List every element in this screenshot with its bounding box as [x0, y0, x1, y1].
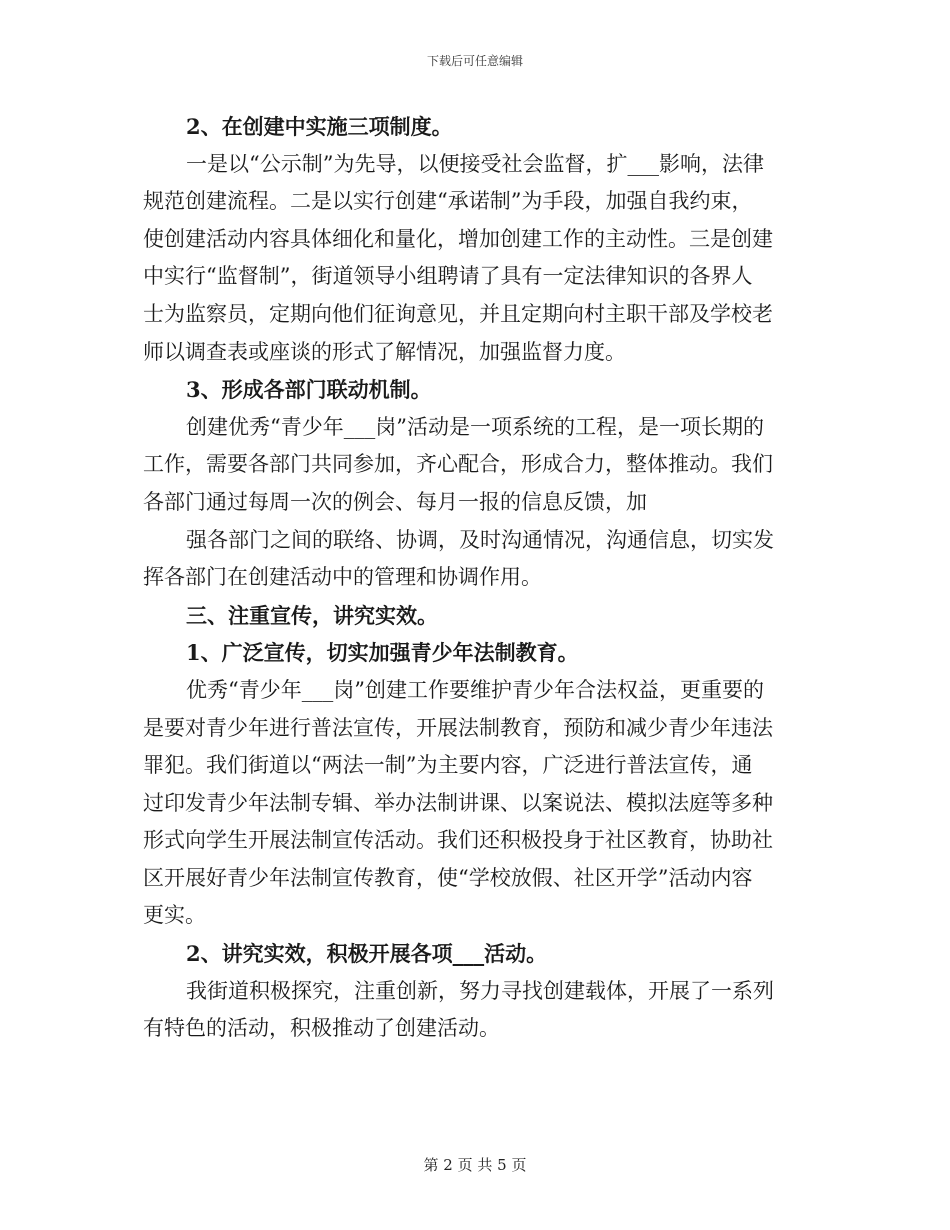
section-heading: 1、广泛宣传，切实加强青少年法制教育。	[186, 640, 579, 666]
paragraph-line: 工作，需要各部门共同参加，齐心配合，形成合力，整体推动。我们	[143, 452, 773, 477]
paragraph-line: 是要对青少年进行普法宣传，开展法制教育，预防和减少青少年违法	[143, 715, 773, 740]
paragraph-line: 一是以“公示制”为先导，以便接受社会监督，扩___影响，法律	[186, 151, 764, 176]
paragraph-line: 区开展好青少年法制宣传教育，使“学校放假、社区开学”活动内容	[143, 865, 753, 890]
paragraph-line: 各部门通过每周一次的例会、每月一报的信息反馈，加	[143, 489, 647, 514]
paragraph-line: 优秀“青少年___岗”创建工作要维护青少年合法权益，更重要的	[186, 677, 764, 702]
paragraph-line: 形式向学生开展法制宣传活动。我们还积极投身于社区教育，协助社	[143, 828, 773, 853]
section-heading: 3、形成各部门联动机制。	[186, 377, 432, 403]
paragraph-line: 规范创建流程。二是以实行创建“承诺制”为手段，加强自我约束，	[143, 189, 753, 214]
section-heading: 三、注重宣传，讲究实效。	[186, 602, 438, 628]
page-header: 下载后可任意编辑	[426, 54, 523, 68]
paragraph-line: 过印发青少年法制专辑、举办法制讲课、以案说法、模拟法庭等多种	[143, 790, 773, 815]
paragraph-line: 士为监察员，定期向他们征询意见，并且定期向村主职干部及学校老	[143, 301, 773, 326]
paragraph-line: 挥各部门在创建活动中的管理和协调作用。	[143, 565, 542, 590]
paragraph-line: 使创建活动内容具体细化和量化，增加创建工作的主动性。三是创建	[143, 226, 773, 251]
page-footer-page-number: 第 2 页 共 5 页	[423, 1156, 527, 1174]
paragraph-line: 更实。	[143, 903, 206, 928]
paragraph-line: 创建优秀“青少年___岗”活动是一项系统的工程，是一项长期的	[186, 414, 764, 439]
section-heading: 2、讲究实效，积极开展各项___活动。	[186, 941, 548, 967]
paragraph-line: 我街道积极探究，注重创新，努力寻找创建载体，开展了一系列	[186, 978, 774, 1003]
paragraph-line: 师以调查表或座谈的形式了解情况，加强监督力度。	[143, 339, 626, 364]
paragraph-line: 强各部门之间的联络、协调，及时沟通情况，沟通信息，切实发	[186, 527, 774, 552]
section-heading: 2、在创建中实施三项制度。	[186, 114, 453, 139]
paragraph-line: 有特色的活动，积极推动了创建活动。	[143, 1016, 500, 1041]
paragraph-line: 罪犯。我们街道以“两法一制”为主要内容，广泛进行普法宣传，通	[143, 753, 753, 778]
paragraph-line: 中实行“监督制”，街道领导小组聘请了具有一定法律知识的各界人	[143, 264, 753, 289]
document-body	[143, 108, 808, 1048]
